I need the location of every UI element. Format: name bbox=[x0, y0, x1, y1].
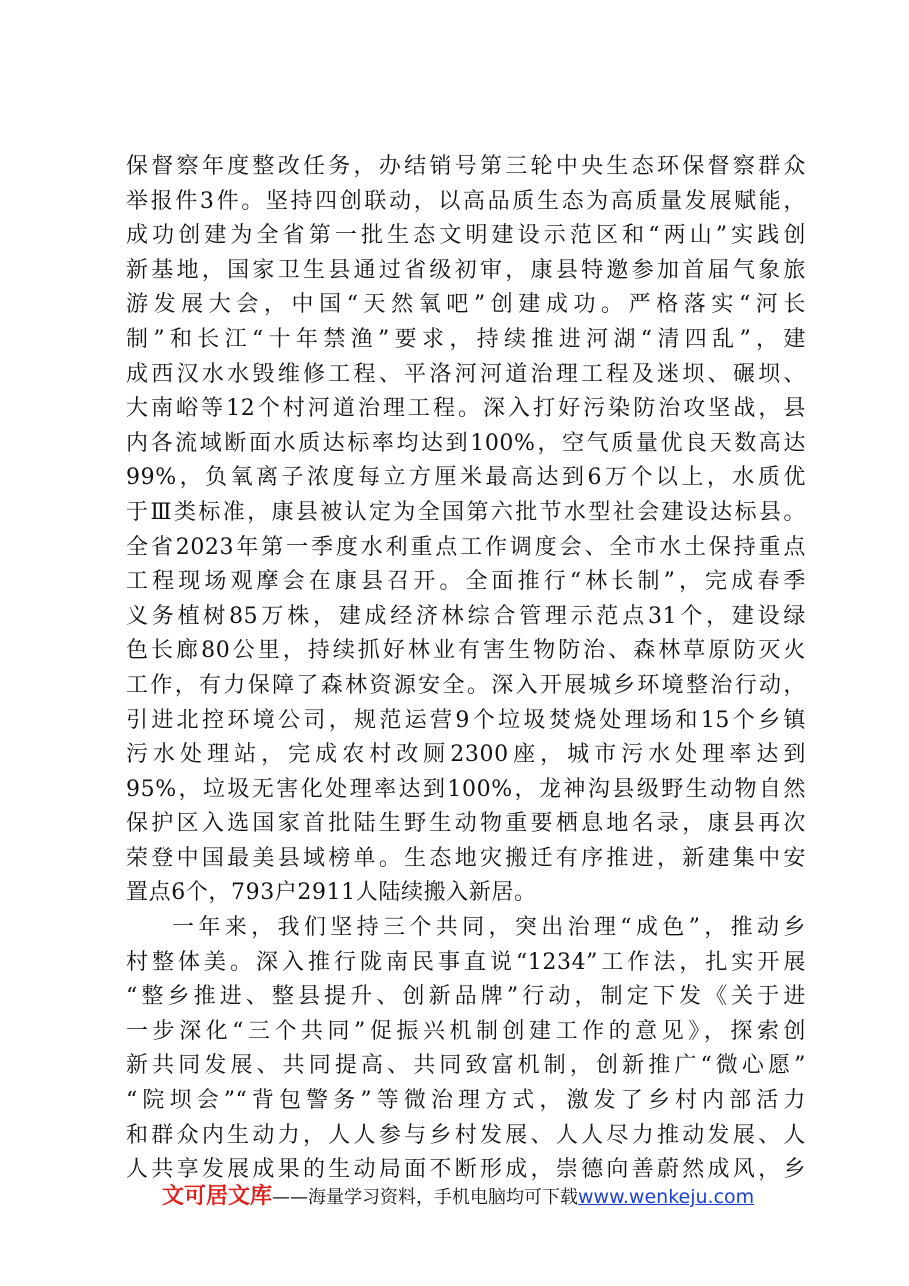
text-line: 内各流域断面水质达标率均达到100%，空气质量优良天数高达 bbox=[126, 430, 806, 456]
text-line: 制”和长江“十年禁渔”要求，持续推进河湖“清四乱”，建 bbox=[126, 326, 806, 352]
text-line: 全省2023年第一季度水利重点工作调度会、全市水土保持重点 bbox=[126, 534, 806, 560]
text-line: 成功创建为全省第一批生态文明建设示范区和“两山”实践创 bbox=[126, 223, 806, 249]
text-line: 95%，垃圾无害化处理率达到100%，龙神沟县级野生动物自然 bbox=[126, 776, 806, 802]
text-line: 村整体美。深入推行陇南民事直说“1234”工作法，扎实开展 bbox=[126, 949, 806, 975]
body-text bbox=[126, 150, 806, 1188]
text-line: 人共享发展成果的生动局面不断形成，崇德向善蔚然成风，乡 bbox=[126, 1157, 806, 1183]
text-line: 荣登中国最美县域榜单。生态地灾搬迁有序推进，新建集中安 bbox=[126, 845, 806, 871]
text-line: “院坝会”“背包警务”等微治理方式，激发了乡村内部活力 bbox=[126, 1088, 806, 1114]
paragraph-2 bbox=[126, 911, 806, 1188]
text-line: “整乡推进、整县提升、创新品牌”行动，制定下发《关于进 bbox=[126, 984, 806, 1010]
brand-name: 文可居文库 bbox=[162, 1184, 273, 1209]
text-line: 于Ⅲ类标准，康县被认定为全国第六批节水型社会建设达标县。 bbox=[126, 499, 806, 525]
text-line: 新共同发展、共同提高、共同致富机制，创新推广“微心愿” bbox=[126, 1053, 806, 1079]
paragraph-1 bbox=[126, 150, 806, 911]
text-line: 引进北控环境公司，规范运营9个垃圾焚烧处理场和15个乡镇 bbox=[126, 707, 806, 733]
text-line: 和群众内生动力，人人参与乡村发展、人人尽力推动发展、人 bbox=[126, 1122, 806, 1148]
website-link[interactable]: www.wenkeju.com bbox=[578, 1186, 755, 1208]
text-line: 色长廊80公里，持续抓好林业有害生物防治、森林草原防灭火 bbox=[126, 638, 806, 664]
text-line: 成西汉水水毁维修工程、平洛河河道治理工程及迷坝、碾坝、 bbox=[126, 361, 806, 387]
text-line: 工作，有力保障了森林资源安全。深入开展城乡环境整治行动， bbox=[126, 672, 806, 698]
text-line: 置点6个，793户2911人陆续搬入新居。 bbox=[126, 880, 537, 906]
text-line: 保督察年度整改任务，办结销号第三轮中央生态环保督察群众 bbox=[126, 154, 806, 179]
text-line: 一步深化“三个共同”促振兴机制创建工作的意见》，探索创 bbox=[126, 1018, 806, 1044]
text-line: 新基地，国家卫生县通过省级初审，康县特邀参加首届气象旅 bbox=[126, 257, 806, 283]
text-line: 99%，负氧离子浓度每立方厘米最高达到6万个以上，水质优 bbox=[126, 465, 806, 491]
text-line: 一年来，我们坚持三个共同，突出治理“成色”，推动乡 bbox=[172, 915, 806, 941]
text-line: 工程现场观摩会在康县召开。全面推行“林长制”，完成春季 bbox=[126, 569, 806, 595]
text-line: 污水处理站，完成农村改厕2300座，城市污水处理率达到 bbox=[126, 742, 806, 768]
text-line: 举报件3件。坚持四创联动，以高品质生态为高质量发展赋能， bbox=[126, 188, 806, 214]
text-line: 大南峪等12个村河道治理工程。深入打好污染防治攻坚战，县 bbox=[126, 396, 806, 422]
text-line: 义务植树85万株，建成经济林综合管理示范点31个，建设绿 bbox=[126, 603, 806, 629]
footer-slogan: ——海量学习资料，手机电脑均可下载 bbox=[272, 1187, 579, 1208]
footer-banner bbox=[162, 1180, 802, 1214]
text-line: 保护区入选国家首批陆生野生动物重要栖息地名录，康县再次 bbox=[126, 811, 806, 837]
text-line: 游发展大会，中国“天然氧吧”创建成功。严格落实“河长 bbox=[126, 292, 806, 318]
